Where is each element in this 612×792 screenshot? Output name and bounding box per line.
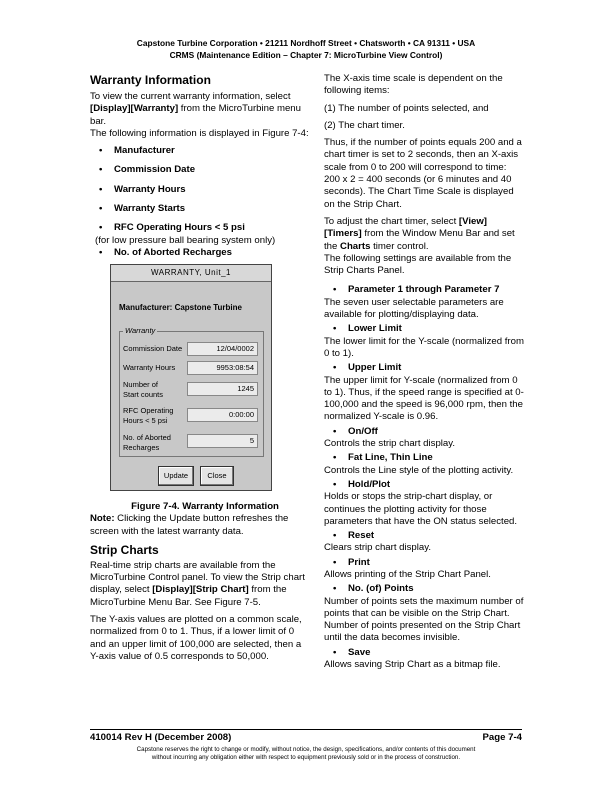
warranty-group-label: Warranty [125,326,156,335]
y-axis-paragraph: The Y-axis values are plotted on a common scale, normalized from 0 to 1. Thus, if a lower limit of 0 and an upper limit of 100,000 are selected, then a Y-axis value of 0.5 corresponds to 50,000. [90,614,302,662]
timer-menu-path: [View] [Timers] [324,215,488,240]
bullet-manufacturer: • Manufacturer [90,145,310,157]
page-header-line-1: Capstone Turbine Corporation • 21211 Nordhoff Street • Chatsworth • CA 91311 • USA [136,38,476,48]
setting-on-off-desc: Controls the strip chart display. [324,438,455,450]
x-axis-example: Thus, if the number of points equals 200 and a chart timer is set to 2 seconds, then an X-axis scale from 0 to 200 will correspond to time: 200 x 2 = 400 seconds (or 6 minutes and 40 seconds). The Chart Time Scale is displayed on the Strip Chart. [324,137,522,210]
rfc-hours-label [123,406,173,426]
warranty-dialog [110,264,272,491]
warranty-hours-label: Warranty Hours [123,363,176,372]
warranty-menu-path: [Display][Warranty] [90,103,179,115]
update-button[interactable]: Update [158,466,194,486]
settings-intro: The following settings are available from the Strip Charts Panel. [324,252,512,277]
left-column-lower [90,501,310,663]
setting-lower-limit-name: • Lower Limit [324,323,524,335]
setting-parameters-desc: The seven user selectable parameters are available for plotting/displaying data. [324,296,504,321]
bullet-warranty-starts: • Warranty Starts [90,203,310,215]
strip-charts-intro [90,560,310,609]
rfc-hours-label-line-1: RFC Operating [123,406,174,415]
start-counts-label-line-1: Number of [123,380,159,389]
strip-menu-path: [Display][Strip Chart] [152,584,249,596]
start-counts-field: 1245 [187,382,258,396]
rfc-hours-label-line-2: Hours < 5 psi [123,416,168,425]
start-counts-label-line-2: Start counts [123,390,164,399]
setting-save-name: • Save [324,647,524,659]
warranty-intro-text: To view the current warranty information, select [90,91,291,102]
footer-page-number: Page 7-4 [482,732,522,743]
warranty-intro-tail: from the MicroTurbine menu bar. [90,103,301,127]
setting-print-name: • Print [324,557,524,569]
setting-parameters-name: • Parameter 1 through Parameter 7 [324,284,524,296]
strip-intro-tail: from the MicroTurbine Menu Bar. See Figure 7-5. [90,584,287,608]
x-axis-item-1: (1) The number of points selected, and [324,102,489,114]
footer-doc-id: 410014 Rev H (December 2008) [90,732,232,743]
right-column [324,73,524,671]
strip-intro-text: Real-time strip charts are available from the MicroTurbine Control panel. To view the Strip chart display, select [90,559,305,596]
setting-hold-plot-desc: Holds or stops the strip-chart display, or continues the plotting activity for those parameters that have the ON status selected. [324,491,518,527]
setting-reset-desc: Clears strip chart display. [324,542,431,554]
charts-timer-name: Charts [340,240,371,252]
setting-line-style-desc: Controls the Line style of the plotting activity. [324,464,514,476]
chart-timer-paragraph [324,216,524,253]
bullet-rfc-hours: • RFC Operating Hours < 5 psi [90,222,310,234]
warranty-list-intro: The following information is displayed in Figure 7-4: [90,127,309,139]
commission-date-label: Commission Date [123,344,183,353]
bullet-commission-date: • Commission Date [90,164,310,176]
aborted-recharges-label-line-1: No. of Aborted [123,433,171,442]
setting-points-desc: Number of points sets the maximum number of points that can be visible on the Strip Chart. Number of points presented on the Strip Chart until the data becomes invisible. [324,595,524,644]
dialog-title-bar: WARRANTY, Unit_1 [111,265,271,282]
close-button[interactable]: Close [200,466,234,486]
setting-save-desc: Allows saving Strip Chart as a bitmap file. [324,659,501,671]
page-header-line-2: CRMS (Maintenance Edition – Chapter 7: MicroTurbine View Control) [169,50,443,60]
commission-date-field: 12/04/0002 [187,342,258,356]
manufacturer-label: Manufacturer: Capstone Turbine [119,303,242,312]
setting-print-desc: Allows printing of the Strip Chart Panel. [324,568,491,580]
timer-text-3: timer control. [370,240,429,252]
update-note [90,513,310,538]
setting-on-off-name: • On/Off [324,426,524,438]
note-label: Note: [90,513,115,525]
setting-upper-limit-desc: The upper limit for Y-scale (normalized from 0 to 1). Thus, if the speed range is specified at 0-100,000 and the speed is 96,000 rpm, then the normalized Y-scale is 0.96. [324,374,524,423]
note-text: Clicking the Update button refreshes the screen with the latest warranty data. [90,513,289,537]
setting-upper-limit-name: • Upper Limit [324,362,524,374]
setting-lower-limit-desc: The lower limit for the Y-scale (normalized from 0 to 1). [324,335,524,359]
aborted-recharges-label-line-2: Recharges [123,443,160,452]
strip-charts-heading: Strip Charts [90,542,159,557]
footer-disclaimer-line-1: Capstone reserves the right to change or modify, without notice, the design, specifications, and/or contents of this document [136,746,476,753]
bullet-aborted-recharges: • No. of Aborted Recharges [90,247,310,259]
start-counts-label [123,380,163,400]
rfc-hours-field: 0:00:00 [187,408,258,422]
setting-points-name: • No. (of) Points [324,583,524,595]
rfc-note: (for low pressure ball bearing system only) [95,234,276,246]
x-axis-item-2: (2) The chart timer. [324,119,405,131]
warranty-hours-field: 9953:08:54 [187,361,258,375]
figure-caption: Figure 7-4. Warranty Information [131,501,279,512]
setting-hold-plot-name: • Hold/Plot [324,479,524,491]
left-column [90,73,310,259]
footer-rule [90,729,522,730]
warranty-heading: Warranty Information [90,73,211,87]
timer-text: To adjust the chart timer, select [324,215,459,227]
bullet-warranty-hours: • Warranty Hours [90,184,310,196]
aborted-recharges-field: 5 [187,434,258,448]
footer-disclaimer-line-2: without incurring any obligation either with respect to equipment previously sold or in the process of construction. [151,754,461,761]
x-axis-intro: The X-axis time scale is dependent on the following items: [324,73,503,97]
aborted-recharges-label [123,433,171,453]
setting-reset-name: • Reset [324,530,524,542]
warranty-intro [90,91,310,128]
setting-line-style-name: • Fat Line, Thin Line [324,452,524,464]
timer-text-2: from the Window Menu Bar and set the [324,228,515,252]
